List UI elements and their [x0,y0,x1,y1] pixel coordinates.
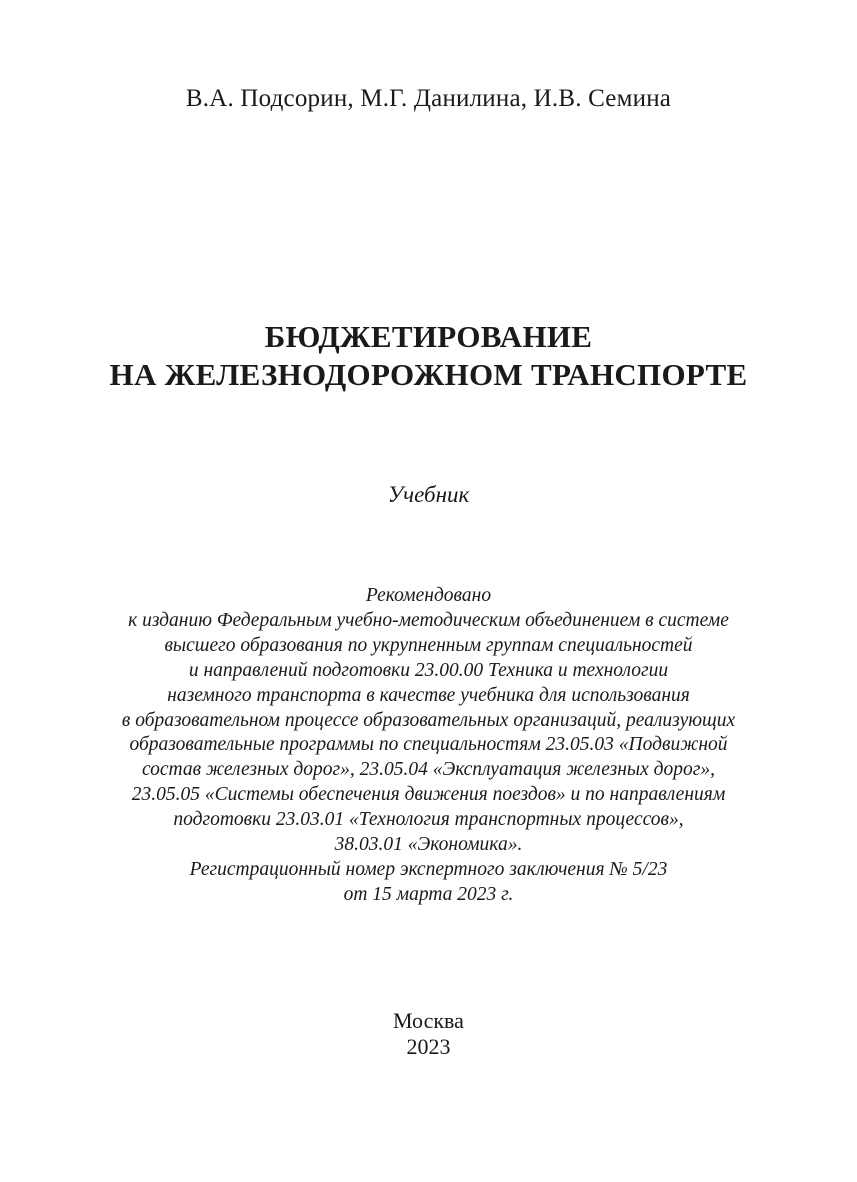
recommendation-line: высшего образования по укрупненным группам специальностей [164,634,693,656]
publication-year: 2023 [406,1034,451,1059]
recommendation-line: образовательные программы по специальностям 23.05.03 «Подвижной [129,734,728,756]
recommendation-line: состав железных дорог», 23.05.04 «Эксплуатация железных дорог», [141,759,716,781]
imprint [0,1008,857,1060]
recommendation-line: к изданию Федеральным учебно-методическим объединением в системе [128,609,729,631]
recommendation-line: 38.03.01 «Экономика». [334,834,523,856]
publication-city: Москва [393,1008,464,1033]
recommendation-line: наземного транспорта в качестве учебника для использования [167,684,690,706]
recommendation-line: 23.05.05 «Системы обеспечения движения поездов» и по направлениям [131,784,726,806]
book-title-line-1: БЮДЖЕТИРОВАНИЕ [264,319,593,354]
recommendation-notice [0,584,857,908]
book-title-line-2: НА ЖЕЛЕЗНОДОРОЖНОМ ТРАНСПОРТЕ [109,357,748,392]
authors: В.А. Подсорин, М.Г. Данилина, И.В. Семина [185,85,672,112]
registration-number-line: Регистрационный номер экспертного заключения № 5/23 [189,858,668,880]
recommendation-line: и направлений подготовки 23.00.00 Техника и технологии [188,659,669,681]
recommendation-line: Рекомендовано [365,585,492,606]
recommendation-line: подготовки 23.03.01 «Технология транспортных процессов», [173,809,684,831]
recommendation-line: в образовательном процессе образовательных организаций, реализующих [121,709,736,731]
publication-type: Учебник [387,482,470,507]
book-title [0,318,857,394]
registration-date-line: от 15 марта 2023 г. [343,883,514,905]
